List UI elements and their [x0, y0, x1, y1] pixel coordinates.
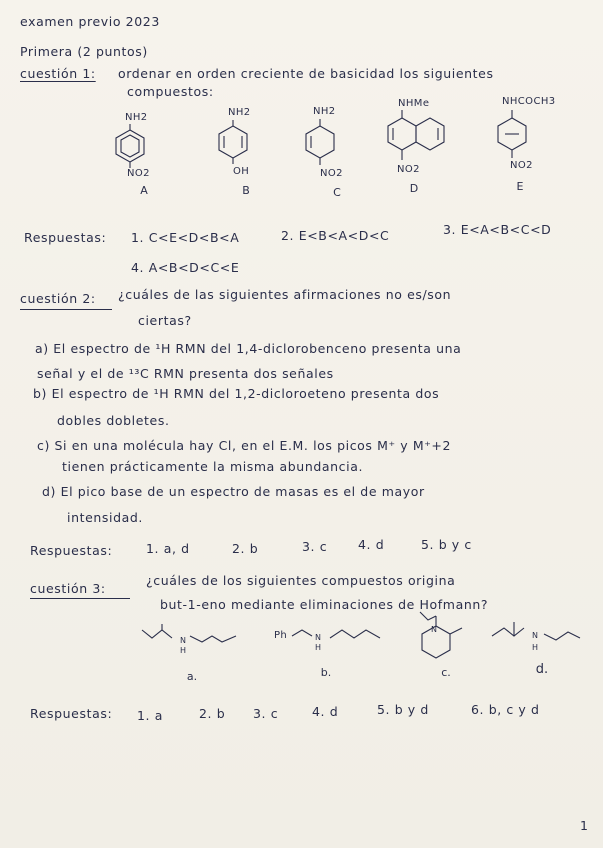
q1-text-line2: compuestos: [127, 84, 214, 99]
q1-letter-b: B [242, 184, 250, 197]
svg-text:N: N [431, 625, 437, 634]
q1-text-line1: ordenar en orden creciente de basicidad los siguientes [118, 66, 494, 81]
q3-letter-a: a. [186, 670, 198, 683]
page-number: 1 [580, 818, 589, 833]
svg-text:N: N [180, 636, 186, 645]
q2-answer-3: 3. c [302, 539, 328, 554]
q2-option-a-line2: señal y el de ¹³C RMN presenta dos señales [37, 366, 334, 381]
section-title: Primera (2 puntos) [20, 44, 148, 59]
q3-label-underline [30, 598, 130, 599]
q1-mol-a-bottom: NO2 [127, 168, 150, 179]
q2-answer-2: 2. b [232, 541, 259, 556]
q1-mol-e-top: NHCOCH3 [502, 96, 556, 107]
q2-option-c-line2: tienen prácticamente la misma abundancia. [62, 459, 364, 474]
q1-mol-e-ring [492, 110, 532, 162]
svg-text:N: N [315, 633, 321, 642]
q3-structure-b [290, 620, 390, 656]
q1-mol-d-ring [382, 110, 448, 166]
q3-answer-2: 2. b [199, 706, 226, 721]
q3-answer-1: 1. a [137, 708, 163, 723]
q2-option-d-line2: intensidad. [67, 510, 143, 525]
q3-text-line2: but-1-eno mediante eliminaciones de Hofmann? [160, 597, 489, 612]
q1-answers-label: Respuestas: [24, 230, 107, 245]
q1-mol-b-top: NH2 [228, 107, 251, 118]
q3-answers-label: Respuestas: [30, 706, 113, 721]
q3-label: cuestión 3: [30, 581, 106, 596]
exam-header: examen previo 2023 [20, 14, 160, 29]
q2-option-b-line2: dobles dobletes. [57, 413, 170, 428]
q1-mol-a-top: NH2 [125, 112, 148, 123]
q3-letter-c: c. [441, 666, 451, 679]
q3-answer-5: 5. b y d [377, 702, 429, 717]
q3-letter-d: d. [535, 662, 549, 677]
q3-answer-3: 3. c [253, 706, 279, 721]
q1-answer-4: 4. A<B<D<C<E [131, 260, 240, 275]
q2-answer-1: 1. a, d [146, 541, 190, 556]
q1-mol-c-top: NH2 [313, 106, 336, 117]
q1-mol-b-bottom: OH [233, 166, 250, 177]
q1-mol-c-bottom: NO2 [320, 168, 343, 179]
q1-mol-e-bottom: NO2 [510, 160, 533, 171]
q3-structure-a [140, 622, 250, 658]
q1-letter-a: A [140, 184, 148, 197]
q2-text-line2: ciertas? [138, 313, 192, 328]
q1-mol-d-top: NHMe [398, 98, 430, 109]
svg-text:H: H [180, 646, 187, 655]
q1-answer-2: 2. E<B<A<D<C [281, 228, 390, 243]
q1-mol-a-ring [110, 124, 150, 170]
q2-answer-5: 5. b y c [421, 537, 472, 552]
q2-option-c-line1: c) Si en una molécula hay Cl, en el E.M. los picos M⁺ y M⁺+2 [37, 438, 452, 453]
q3-answer-4: 4. d [312, 704, 339, 719]
q1-letter-e: E [516, 180, 524, 193]
q2-option-a-line1: a) El espectro de ¹H RMN del 1,4-diclorobenceno presenta una [35, 341, 462, 356]
q1-answer-1: 1. C<E<D<B<A [131, 230, 240, 245]
q3-structure-b-ph: Ph [274, 630, 288, 641]
q3-letter-b: b. [320, 666, 332, 679]
q1-letter-d: D [409, 182, 419, 195]
q1-mol-d-bottom: NO2 [397, 164, 420, 175]
q3-text-line1: ¿cuáles de los siguientes compuestos origina [146, 573, 456, 588]
q3-structure-d [490, 618, 590, 658]
q2-text-line1: ¿cuáles de las siguientes afirmaciones no es/son [118, 287, 452, 302]
svg-text:H: H [315, 643, 322, 652]
q1-answer-3: 3. E<A<B<C<D [443, 222, 552, 237]
svg-text:N: N [532, 631, 538, 640]
q2-answer-4: 4. d [358, 537, 385, 552]
q2-option-d-line1: d) El pico base de un espectro de masas es el de mayor [42, 484, 425, 499]
q2-answers-label: Respuestas: [30, 543, 113, 558]
q1-mol-c-ring [300, 119, 340, 167]
q2-label: cuestión 2: [20, 291, 96, 306]
q1-label: cuestión 1: [20, 66, 96, 81]
q2-label-underline [20, 309, 112, 310]
svg-text:H: H [532, 643, 539, 652]
q3-answer-6: 6. b, c y d [471, 702, 540, 717]
q1-mol-b-ring [213, 120, 253, 166]
q2-option-b-line1: b) El espectro de ¹H RMN del 1,2-dicloroeteno presenta dos [33, 386, 440, 401]
q3-structure-c [410, 608, 470, 664]
q1-letter-c: C [333, 186, 341, 199]
